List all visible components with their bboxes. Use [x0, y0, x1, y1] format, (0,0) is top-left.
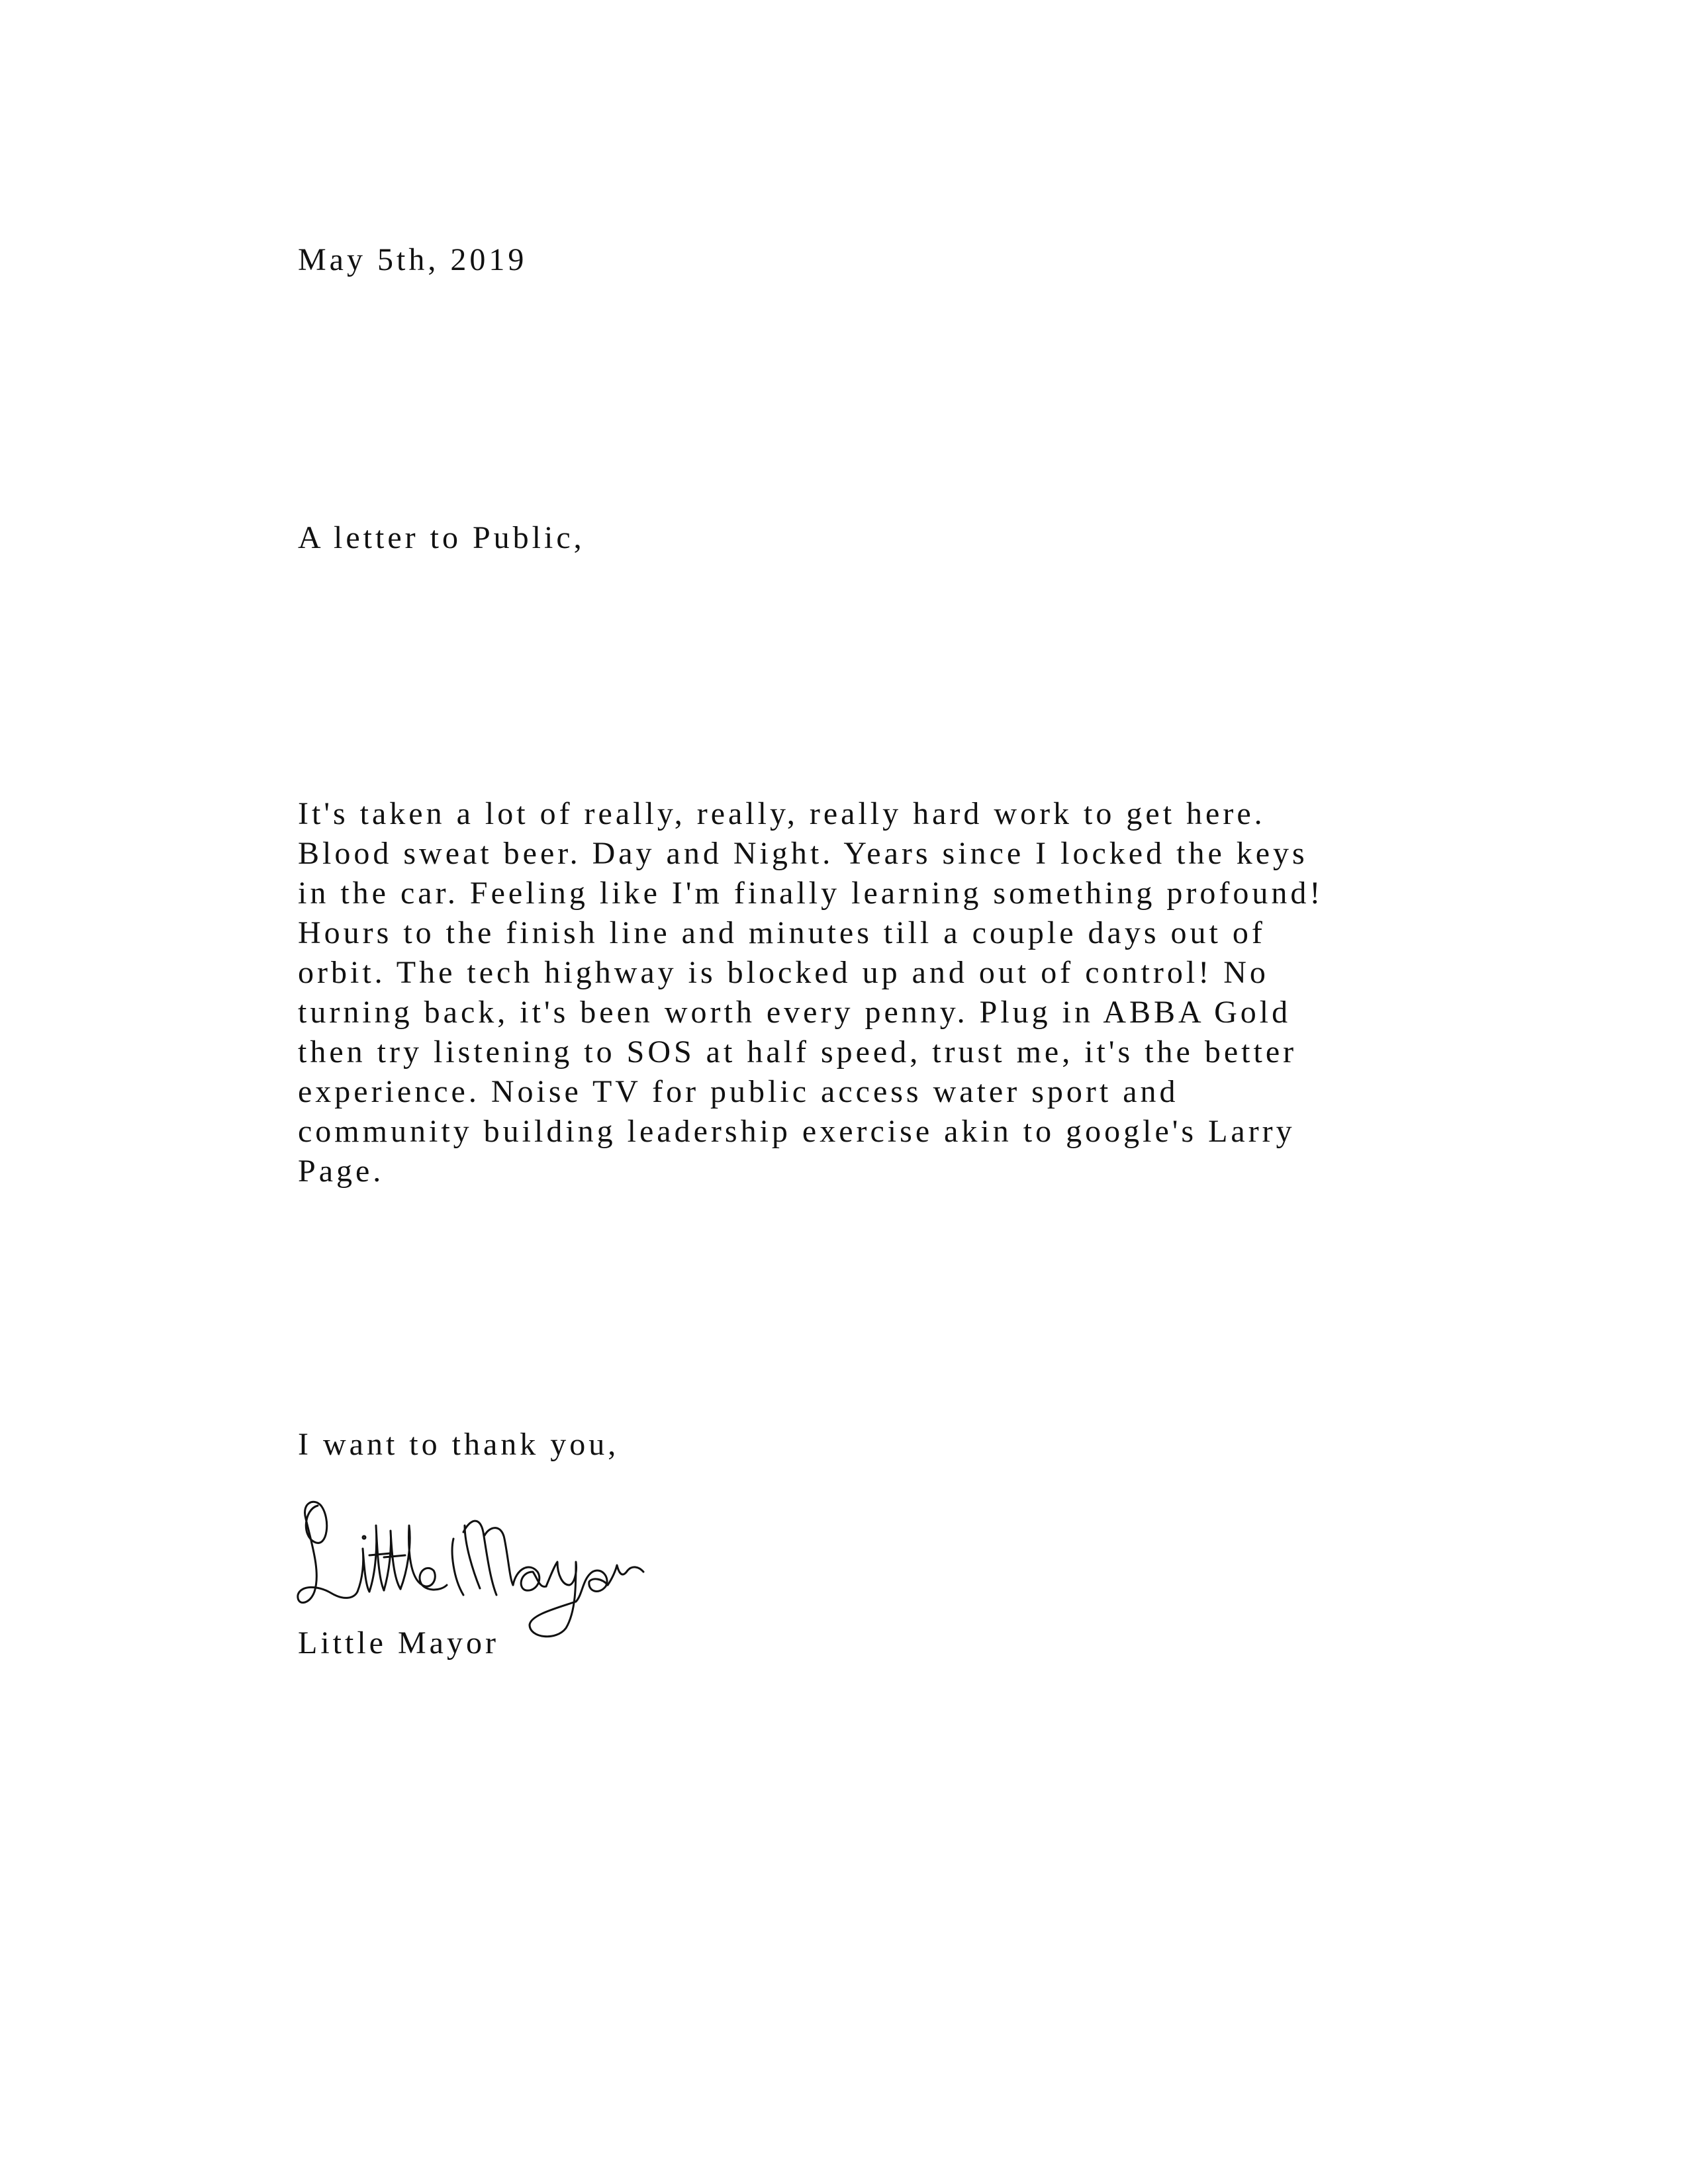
letter-salutation: A letter to Public, — [298, 520, 585, 555]
body-line: orbit. The tech highway is blocked up and out of control! No — [298, 955, 1269, 990]
body-line: experience. Noise TV for public access water sport and — [298, 1074, 1179, 1109]
body-line: then try listening to SOS at half speed, trust me, it's the better — [298, 1034, 1297, 1069]
letter-closing: I want to thank you, — [298, 1427, 620, 1462]
body-line: turning back, it's been worth every penny. Plug in ABBA Gold — [298, 995, 1291, 1030]
body-line: Blood sweat beer. Day and Night. Years since I locked the keys — [298, 836, 1308, 871]
body-line: It's taken a lot of really, really, really hard work to get here. — [298, 796, 1266, 831]
body-line: Hours to the finish line and minutes till a couple days out of — [298, 915, 1266, 950]
body-line: community building leadership exercise akin to google's Larry — [298, 1114, 1295, 1149]
letter-date: May 5th, 2019 — [298, 242, 528, 277]
printed-name: Little Mayor — [298, 1625, 499, 1661]
body-line: in the car. Feeling like I'm finally learning something profound! — [298, 876, 1324, 911]
letter-body — [298, 794, 1450, 1191]
body-line: Page. — [298, 1154, 385, 1189]
